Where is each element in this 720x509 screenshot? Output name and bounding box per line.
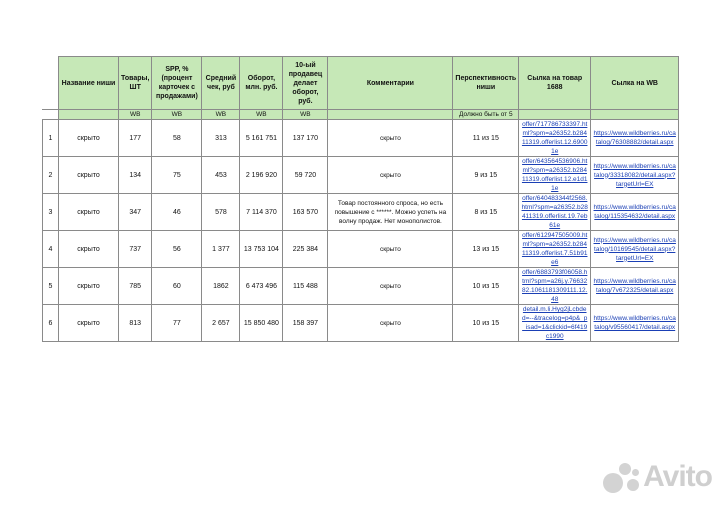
cell-avg-check[interactable]: 2 657: [202, 305, 240, 342]
cell-spp[interactable]: 60: [152, 268, 202, 305]
cell-goods[interactable]: 177: [119, 120, 152, 157]
table-row[interactable]: [43, 157, 679, 194]
cell-tenth-seller[interactable]: 137 170: [283, 120, 328, 157]
avito-logo-icon: [601, 459, 641, 495]
table-row[interactable]: [43, 268, 679, 305]
cell-prospects[interactable]: 13 из 15: [453, 231, 519, 268]
cell-link-wb[interactable]: https://www.wildberries.ru/catalog/33318082/detail.aspx?targetUrl=EX: [591, 157, 679, 194]
table-row[interactable]: [43, 120, 679, 157]
cell-link-wb[interactable]: https://www.wildberries.ru/catalog/7v672325/detail.aspx: [591, 268, 679, 305]
subheader-blank: [43, 110, 59, 120]
cell-link-1688[interactable]: offer/640483344f2568.html?spm=a26352.b28411319.offerlist.19.7eb61e: [519, 194, 591, 231]
header-link-wb[interactable]: Сылка на WB: [591, 57, 679, 110]
cell-avg-check[interactable]: 453: [202, 157, 240, 194]
subheader-avg-check[interactable]: WB: [202, 110, 240, 120]
header-prospects[interactable]: Перспективность ниши: [453, 57, 519, 110]
cell-tenth-seller[interactable]: 163 570: [283, 194, 328, 231]
cell-link-wb[interactable]: https://www.wildberries.ru/catalog/76308882/detail.aspx: [591, 120, 679, 157]
header-row: [43, 57, 679, 110]
row-number[interactable]: 2: [43, 157, 59, 194]
cell-comment[interactable]: скрыто: [328, 305, 453, 342]
cell-comment[interactable]: скрыто: [328, 120, 453, 157]
row-number[interactable]: 3: [43, 194, 59, 231]
subheader-prospects[interactable]: Должно быть от 5: [453, 110, 519, 120]
cell-link-1688[interactable]: offer/643564536906.html?spm=a26352.b28411319.offerlist.12.e1d11e: [519, 157, 591, 194]
header-spp[interactable]: SPP, % (процент карточек с продажами): [152, 57, 202, 110]
cell-spp[interactable]: 46: [152, 194, 202, 231]
header-avg-check[interactable]: Средний чек, руб: [202, 57, 240, 110]
cell-turnover[interactable]: 7 114 370: [240, 194, 283, 231]
table-row[interactable]: [43, 231, 679, 268]
cell-spp[interactable]: 77: [152, 305, 202, 342]
cell-link-1688[interactable]: detail.m.li.Hyg2jLcbded=--&tracelog=p4p&_p_isad=1&clickid=6f419c1990: [519, 305, 591, 342]
header-comments[interactable]: Комментарии: [328, 57, 453, 110]
cell-comment[interactable]: скрыто: [328, 268, 453, 305]
header-tenth-seller[interactable]: 10-ый продавец делает оборот, руб.: [283, 57, 328, 110]
subheader-row: [43, 110, 679, 120]
cell-turnover[interactable]: 15 850 480: [240, 305, 283, 342]
cell-niche[interactable]: скрыто: [59, 157, 119, 194]
corner-cell: [43, 57, 59, 110]
header-goods[interactable]: Товары, ШТ: [119, 57, 152, 110]
cell-goods[interactable]: 347: [119, 194, 152, 231]
cell-tenth-seller[interactable]: 115 488: [283, 268, 328, 305]
cell-comment[interactable]: скрыто: [328, 157, 453, 194]
cell-niche[interactable]: скрыто: [59, 305, 119, 342]
subheader-cell[interactable]: [519, 110, 591, 120]
row-number[interactable]: 6: [43, 305, 59, 342]
header-link-1688[interactable]: Сылка на товар 1688: [519, 57, 591, 110]
cell-niche[interactable]: скрыто: [59, 120, 119, 157]
cell-goods[interactable]: 134: [119, 157, 152, 194]
cell-spp[interactable]: 58: [152, 120, 202, 157]
cell-link-wb[interactable]: https://www.wildberries.ru/catalog/10169545/detail.aspx?targetUrl=EX: [591, 231, 679, 268]
cell-prospects[interactable]: 11 из 15: [453, 120, 519, 157]
cell-niche[interactable]: скрыто: [59, 194, 119, 231]
cell-turnover[interactable]: 5 161 751: [240, 120, 283, 157]
header-niche[interactable]: Название ниши: [59, 57, 119, 110]
cell-prospects[interactable]: 10 из 15: [453, 305, 519, 342]
table-row[interactable]: [43, 194, 679, 231]
subheader-goods[interactable]: WB: [119, 110, 152, 120]
subheader-cell[interactable]: [328, 110, 453, 120]
row-number[interactable]: 4: [43, 231, 59, 268]
cell-turnover[interactable]: 2 196 920: [240, 157, 283, 194]
cell-goods[interactable]: 813: [119, 305, 152, 342]
cell-niche[interactable]: скрыто: [59, 268, 119, 305]
cell-niche[interactable]: скрыто: [59, 231, 119, 268]
cell-prospects[interactable]: 10 из 15: [453, 268, 519, 305]
cell-prospects[interactable]: 8 из 15: [453, 194, 519, 231]
header-turnover[interactable]: Оборот, млн. руб.: [240, 57, 283, 110]
cell-comment[interactable]: скрыто: [328, 231, 453, 268]
cell-turnover[interactable]: 6 473 496: [240, 268, 283, 305]
cell-tenth-seller[interactable]: 59 720: [283, 157, 328, 194]
subheader-spp[interactable]: WB: [152, 110, 202, 120]
watermark-text: Avito: [643, 460, 712, 493]
subheader-cell[interactable]: [59, 110, 119, 120]
spreadsheet-table: [42, 56, 679, 342]
cell-tenth-seller[interactable]: 225 384: [283, 231, 328, 268]
cell-prospects[interactable]: 9 из 15: [453, 157, 519, 194]
cell-goods[interactable]: 737: [119, 231, 152, 268]
cell-avg-check[interactable]: 1862: [202, 268, 240, 305]
subheader-cell[interactable]: [591, 110, 679, 120]
cell-tenth-seller[interactable]: 158 397: [283, 305, 328, 342]
row-number[interactable]: 5: [43, 268, 59, 305]
row-number[interactable]: 1: [43, 120, 59, 157]
cell-avg-check[interactable]: 1 377: [202, 231, 240, 268]
cell-comment[interactable]: Товар постоянного спроса, но есть повышение с ******. Можно успеть на волну продаж. Нет монополистов.: [328, 194, 453, 231]
cell-link-1688[interactable]: offer/612947505009.html?spm=a26352.b28411319.offerlist.7.51b91e6: [519, 231, 591, 268]
cell-link-1688[interactable]: offer/6883793f06058.html?spm=a26j.y.7663282.1061181309111.12.48: [519, 268, 591, 305]
subheader-tenth-seller[interactable]: WB: [283, 110, 328, 120]
cell-link-1688[interactable]: offer/717786733397.html?spm=a26352.b28411319.offerlist.12.69001e: [519, 120, 591, 157]
avito-watermark: [601, 459, 712, 495]
cell-turnover[interactable]: 13 753 104: [240, 231, 283, 268]
table-row[interactable]: [43, 305, 679, 342]
cell-spp[interactable]: 75: [152, 157, 202, 194]
cell-spp[interactable]: 56: [152, 231, 202, 268]
cell-link-wb[interactable]: https://www.wildberries.ru/catalog/115354632/detail.aspx: [591, 194, 679, 231]
subheader-turnover[interactable]: WB: [240, 110, 283, 120]
cell-avg-check[interactable]: 578: [202, 194, 240, 231]
cell-goods[interactable]: 785: [119, 268, 152, 305]
cell-link-wb[interactable]: https://www.wildberries.ru/catalog/v95560417/detail.aspx: [591, 305, 679, 342]
cell-avg-check[interactable]: 313: [202, 120, 240, 157]
